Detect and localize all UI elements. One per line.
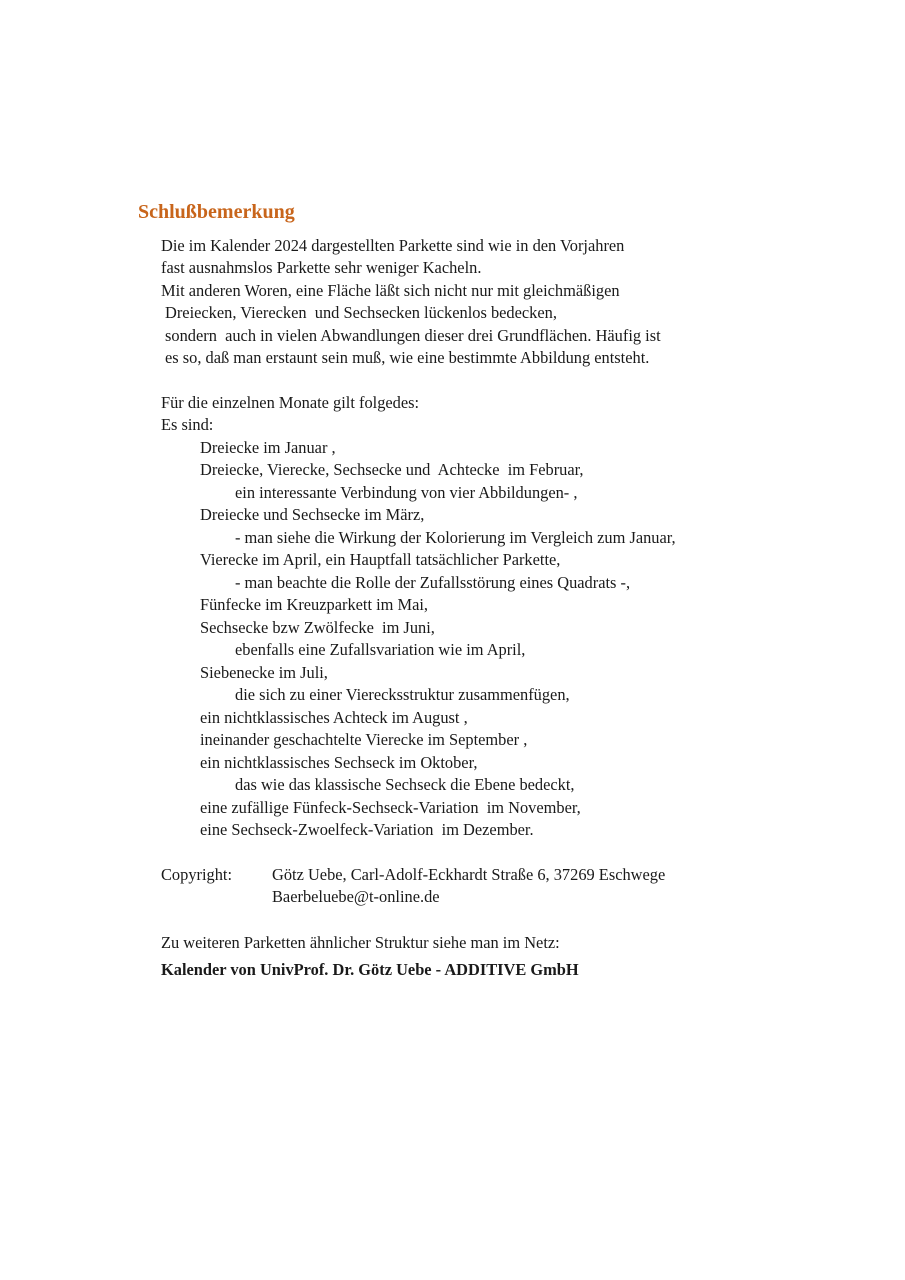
footer-calendar-credit: Kalender von UnivProf. Dr. Götz Uebe - ADDITIVE GmbH — [161, 960, 579, 979]
page-title: Schlußbemerkung — [138, 201, 295, 223]
month-line-june: Sechsecke bzw Zwölfecke im Juni, — [200, 618, 435, 637]
month-line-april-note: - man beachte die Rolle der Zufallsstörung eines Quadrats -, — [235, 573, 631, 592]
month-line-february: Dreiecke, Vierecke, Sechsecke und Achtecke im Februar, — [200, 460, 584, 479]
intro-line-2: fast ausnahmslos Parkette sehr weniger Kacheln. — [161, 258, 482, 277]
copyright-address: Götz Uebe, Carl-Adolf-Eckhardt Straße 6, 37269 Eschwege — [272, 865, 666, 884]
month-line-february-note: ein interessante Verbindung von vier Abbildungen- , — [235, 483, 578, 502]
copyright-email: Baerbeluebe@t-online.de — [272, 887, 440, 906]
month-line-november: eine zufällige Fünfeck-Sechseck-Variation im November, — [200, 798, 581, 817]
month-line-august: ein nichtklassisches Achteck im August , — [200, 708, 468, 727]
month-line-july: Siebenecke im Juli, — [200, 663, 328, 682]
footer-note: Zu weiteren Parketten ähnlicher Struktur siehe man im Netz: — [161, 933, 560, 952]
month-line-october-note: das wie das klassische Sechseck die Ebene bedeckt, — [235, 775, 575, 794]
es-sind-line: Es sind: — [161, 415, 214, 434]
month-line-january: Dreiecke im Januar , — [200, 438, 336, 457]
copyright-label: Copyright: — [161, 865, 233, 884]
month-line-march: Dreiecke und Sechsecke im März, — [200, 505, 425, 524]
month-line-june-note: ebenfalls eine Zufallsvariation wie im April, — [235, 640, 526, 659]
intro-line-4: Dreiecken, Vierecken und Sechsecken lückenlos bedecken, — [165, 303, 557, 322]
intro-line-5: sondern auch in vielen Abwandlungen dieser drei Grundflächen. Häufig ist — [165, 326, 661, 345]
month-line-september: ineinander geschachtelte Vierecke im September , — [200, 730, 528, 749]
month-line-march-note: - man siehe die Wirkung der Kolorierung im Vergleich zum Januar, — [235, 528, 676, 547]
month-line-may: Fünfecke im Kreuzparkett im Mai, — [200, 595, 429, 614]
intro-line-6: es so, daß man erstaunt sein muß, wie eine bestimmte Abbildung entsteht. — [165, 348, 650, 367]
month-line-july-note: die sich zu einer Vierecksstruktur zusammenfügen, — [235, 685, 570, 704]
intro-line-1: Die im Kalender 2024 dargestellten Parkette sind wie in den Vorjahren — [161, 236, 625, 255]
months-intro-line: Für die einzelnen Monate gilt folgedes: — [161, 393, 420, 412]
month-line-december: eine Sechseck-Zwoelfeck-Variation im Dezember. — [200, 820, 534, 839]
month-line-april: Vierecke im April, ein Hauptfall tatsächlicher Parkette, — [200, 550, 561, 569]
month-line-october: ein nichtklassisches Sechseck im Oktober, — [200, 753, 478, 772]
intro-line-3: Mit anderen Woren, eine Fläche läßt sich nicht nur mit gleichmäßigen — [161, 281, 620, 300]
